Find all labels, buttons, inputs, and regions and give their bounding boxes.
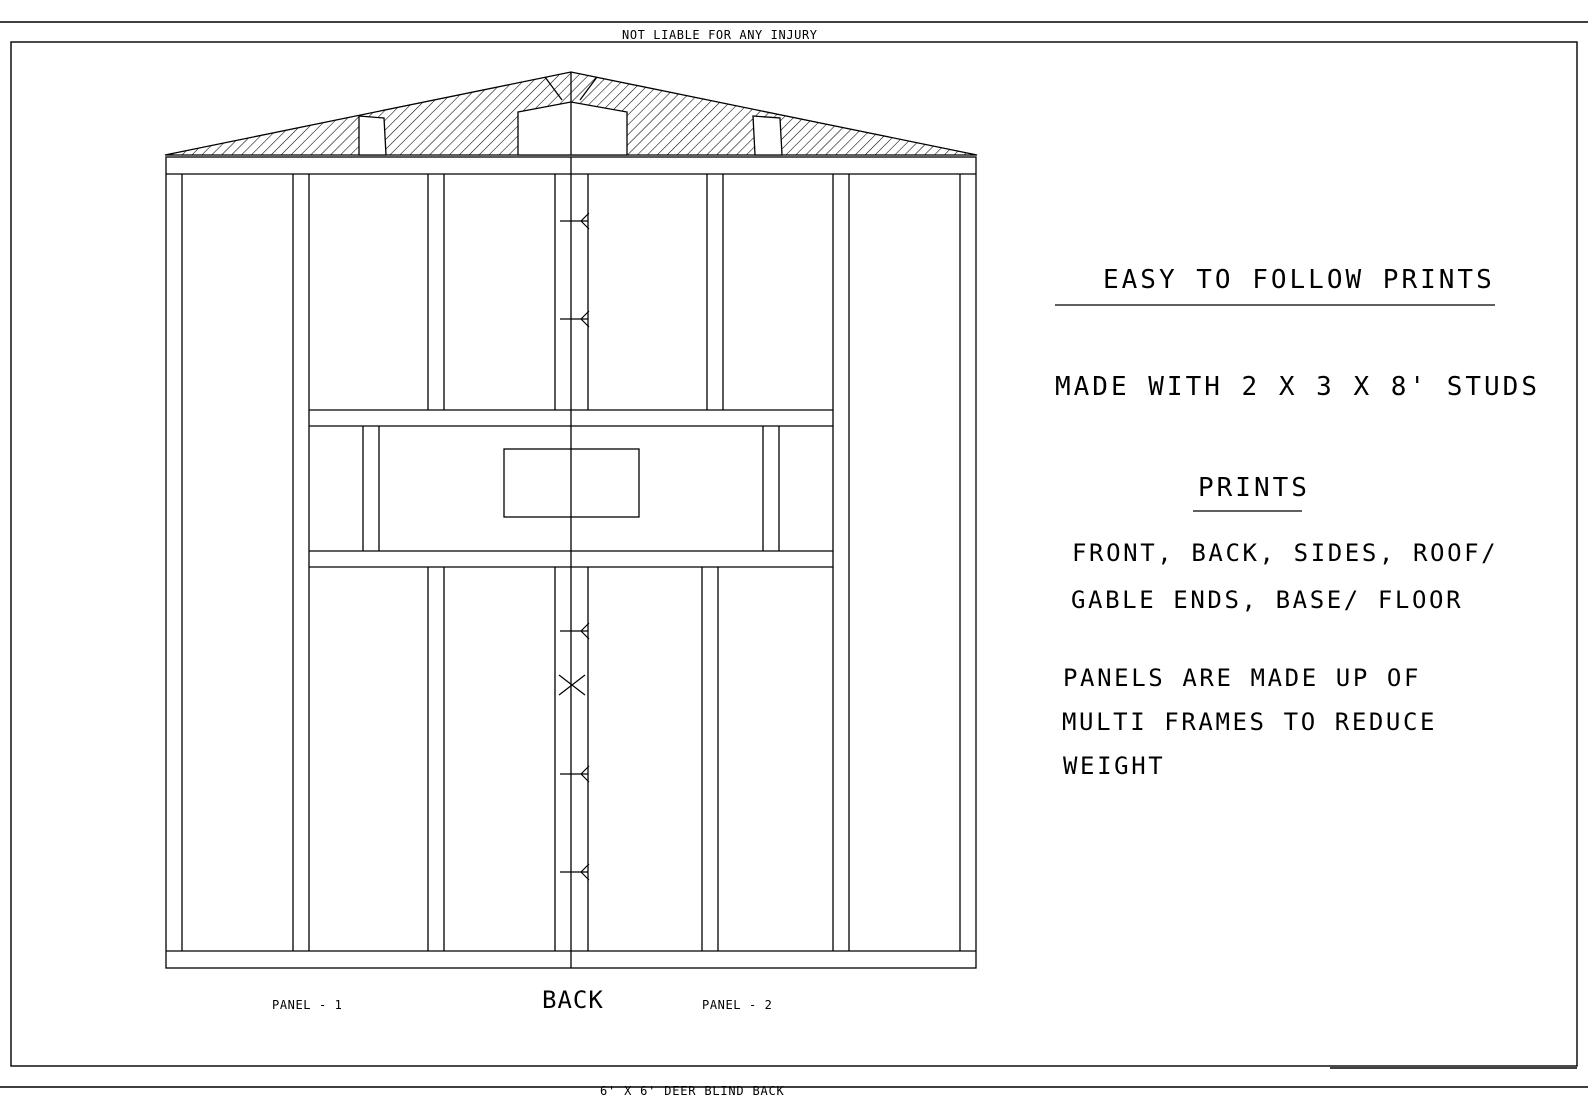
panel-2-label: PANEL - 2 xyxy=(702,998,773,1012)
view-label: BACK xyxy=(542,986,604,1014)
gable-end xyxy=(165,72,977,155)
material-note: MADE WITH 2 X 3 X 8' STUDS xyxy=(1055,372,1540,402)
wall-frame xyxy=(166,157,976,968)
prints-list-line-1: FRONT, BACK, SIDES, ROOF/ xyxy=(1072,539,1499,567)
panel-fasteners xyxy=(559,213,589,880)
notes-heading: EASY TO FOLLOW PRINTS xyxy=(1103,265,1495,295)
panel-1-label: PANEL - 1 xyxy=(272,998,343,1012)
sheet-title: 6' X 6' DEER BLIND BACK xyxy=(600,1084,785,1098)
liability-note: NOT LIABLE FOR ANY INJURY xyxy=(622,28,818,42)
panels-note-line-2: MULTI FRAMES TO REDUCE xyxy=(1062,708,1438,736)
prints-heading: PRINTS xyxy=(1198,473,1310,503)
upper-studs xyxy=(428,174,723,410)
panels-note-line-1: PANELS ARE MADE UP OF xyxy=(1063,664,1422,692)
panels-note-line-3: WEIGHT xyxy=(1063,752,1166,780)
prints-list-line-2: GABLE ENDS, BASE/ FLOOR xyxy=(1071,586,1464,614)
lower-studs xyxy=(428,567,718,951)
